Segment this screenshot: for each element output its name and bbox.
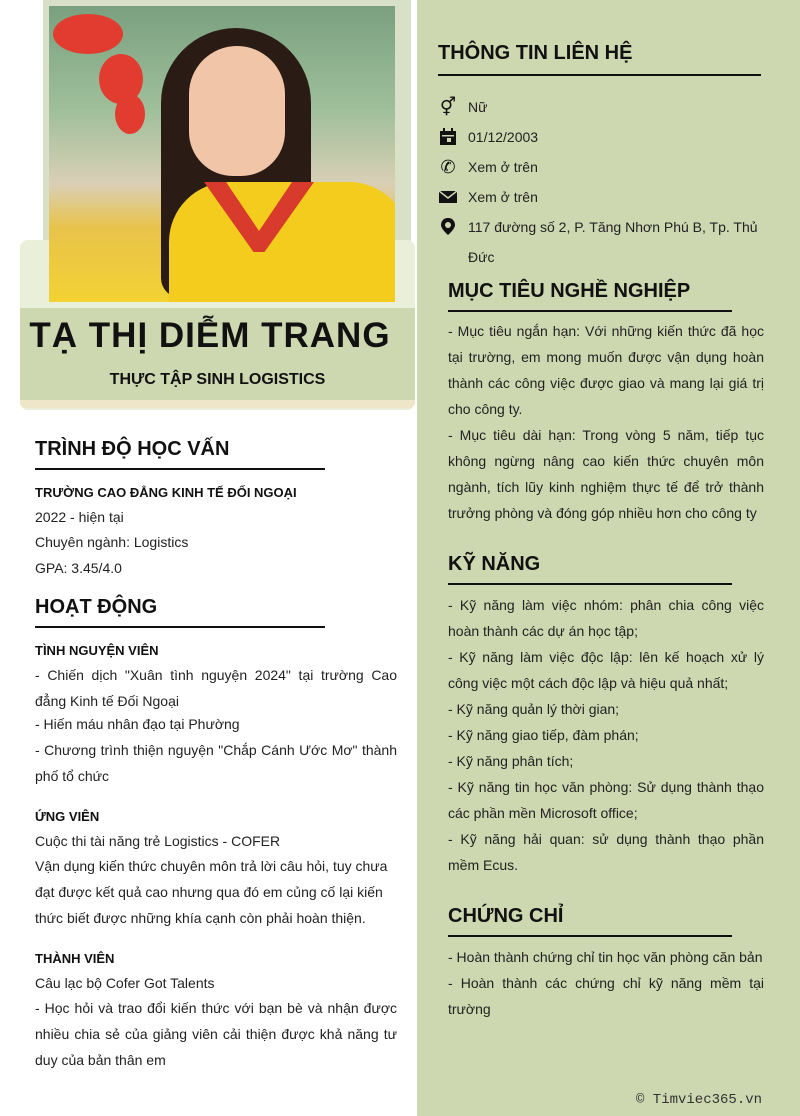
- footer-watermark: © Timviec365.vn: [636, 1092, 763, 1108]
- career-short-term: - Mục tiêu ngắn hạn: Với những kiến thức đã học tại trường, em mong muốn được vận dụng hoàn thành các công việc được giao và mang lại giá trị cho công ty.: [448, 323, 764, 417]
- contact-title: THÔNG TIN LIÊN HỆ: [438, 42, 633, 64]
- study-period: 2022 - hiện tại: [35, 509, 124, 525]
- skill-item: - Kỹ năng hải quan: sử dụng thành thạo phần mềm Ecus.: [448, 831, 764, 873]
- full-name: TẠ THỊ DIỄM TRANG: [29, 316, 391, 355]
- volunteer-role: TÌNH NGUYỆN VIÊN: [35, 643, 159, 658]
- phone-icon: ✆: [440, 157, 456, 177]
- job-title: THỰC TẬP SINH LOGISTICS: [109, 371, 326, 388]
- career-long-term: - Mục tiêu dài hạn: Trong vòng 5 năm, tiếp tục không ngừng nâng cao kiến thức chuyên môn ngành, tích lũy kinh nghiệm thực tế để trở thành trưởng phòng và đóng góp nhiều hơn cho công ty: [448, 427, 764, 521]
- member-role: THÀNH VIÊN: [35, 951, 115, 966]
- candidate-desc: Vận dụng kiến thức chuyên môn trả lời câu hỏi, tuy chưa đạt được kết quả cao nhưng qua đó em củng cố lại kiến thức biết được những khía cạnh còn phải hoàn thiện.: [35, 858, 388, 926]
- skills-divider: [448, 583, 732, 585]
- skill-item: - Kỹ năng phân tích;: [448, 753, 574, 769]
- education-divider: [35, 468, 325, 470]
- career-title: MỤC TIÊU NGHỀ NGHIỆP: [448, 280, 691, 302]
- profile-photo: [49, 6, 395, 302]
- candidate-event: Cuộc thi tài năng trẻ Logistics - COFER: [35, 833, 281, 849]
- location-icon: [438, 217, 458, 237]
- activities-divider: [35, 626, 325, 628]
- skills-title: KỸ NĂNG: [448, 553, 541, 575]
- career-divider: [448, 310, 732, 312]
- candidate-role: ỨNG VIÊN: [35, 809, 100, 824]
- activities-title: HOẠT ĐỘNG: [35, 596, 158, 618]
- volunteer-line: - Hiến máu nhân đạo tại Phường: [35, 716, 240, 732]
- member-desc: - Học hỏi và trao đổi kiến thức với bạn bè và nhận được nhiều chia sẻ của giảng viên cải thiện được khả năng tư duy của bản thân em: [35, 1000, 397, 1068]
- gpa: GPA: 3.45/4.0: [35, 560, 122, 576]
- gender-icon: ⚥: [439, 97, 457, 117]
- name-band-stripe: [20, 400, 415, 408]
- certificate-item: - Hoàn thành chứng chỉ tin học văn phòng căn bản: [448, 949, 763, 965]
- calendar-icon: [438, 127, 458, 147]
- education-title: TRÌNH ĐỘ HỌC VẤN: [35, 438, 230, 460]
- skill-item: - Kỹ năng tin học văn phòng: Sử dụng thành thạo các phần mền Microsoft office;: [448, 779, 764, 821]
- contact-divider: [438, 74, 761, 76]
- school-name: TRƯỜNG CAO ĐẲNG KINH TẾ ĐỐI NGOẠI: [35, 485, 297, 500]
- skill-item: - Kỹ năng quản lý thời gian;: [448, 701, 620, 717]
- certificate-item: - Hoàn thành các chứng chỉ kỹ năng mềm tại trường: [448, 975, 764, 1017]
- major: Chuyên ngành: Logistics: [35, 534, 189, 550]
- member-club: Câu lạc bộ Cofer Got Talents: [35, 975, 215, 991]
- skill-item: - Kỹ năng làm việc nhóm: phân chia công việc hoàn thành các dự án học tập;: [448, 597, 764, 639]
- volunteer-line: - Chương trình thiện nguyện "Chắp Cánh Ước Mơ" thành phố tổ chức: [35, 742, 397, 784]
- certificates-title: CHỨNG CHỈ: [448, 905, 564, 927]
- volunteer-line: - Chiến dịch "Xuân tình nguyện 2024" tại trường Cao đẳng Kinh tế Đối Ngoại: [35, 667, 397, 709]
- email-icon: [438, 187, 458, 207]
- certificates-divider: [448, 935, 732, 937]
- skill-item: - Kỹ năng làm việc độc lập: lên kế hoạch xử lý công việc một cách độc lập và hiệu quả nhất;: [448, 649, 764, 691]
- skill-item: - Kỹ năng giao tiếp, đàm phán;: [448, 727, 639, 743]
